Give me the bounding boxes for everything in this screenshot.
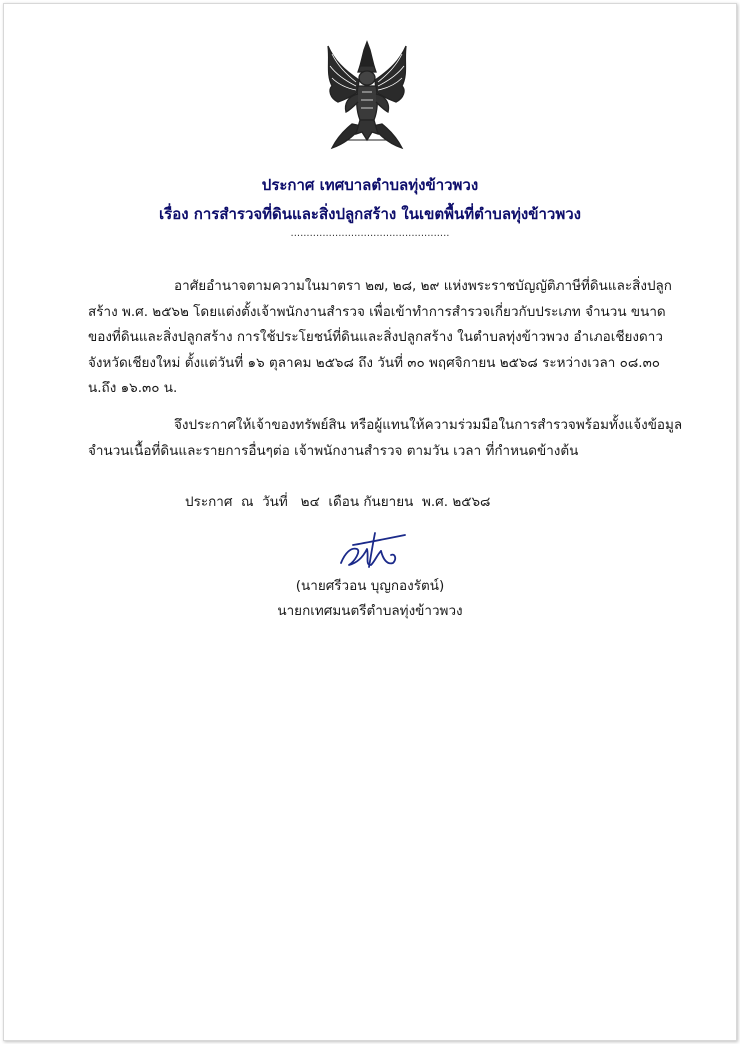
paragraph-line: อาศัยอำนาจตามความในมาตรา ๒๗, ๒๘, ๒๙ แห่งพระราชบัญญัติภาษีที่ดินและสิ่งปลูก [174, 278, 672, 294]
paragraph-line: สร้าง พ.ศ. ๒๕๖๒ โดยแต่งตั้งเจ้าพนักงานสำรวจ เพื่อเข้าทำการสำรวจเกี่ยวกับประเภท จำนวน ขนาด [88, 303, 666, 320]
signer-name: (นายศรีวอน บุญกองรัตน์) [295, 578, 445, 594]
paragraph-line: ของที่ดินและสิ่งปลูกสร้าง การใช้ประโยชน์ที่ดินและสิ่งปลูกสร้าง ในตำบลทุ่งข้าวพวง อำเภอเชียงดาว [88, 329, 663, 346]
garuda-emblem-icon [322, 40, 412, 152]
body-paragraph-2 [88, 413, 684, 464]
paragraph-line: จังหวัดเชียงใหม่ ตั้งแต่วันที่ ๑๖ ตุลาคม ๒๕๖๘ ถึง วันที่ ๓๐ พฤศจิกายน ๒๕๖๘ ระหว่างเวลา ๐๘.๓๐ [88, 354, 661, 371]
title-separator: .................................................. [290, 228, 450, 239]
announcement-subject: เรื่อง การสำรวจที่ดินและสิ่งปลูกสร้าง ในเขตพื้นที่ตำบลทุ่งข้าวพวง [159, 205, 581, 223]
signature-image [335, 527, 415, 577]
paragraph-line: จำนวนเนื้อที่ดินและรายการอื่นๆต่อ เจ้าพนักงานสำรวจ ตามวัน เวลา ที่กำหนดข้างต้น [88, 442, 579, 459]
paragraph-line: จึงประกาศให้เจ้าของทรัพย์สิน หรือผู้แทนให้ความร่วมมือในการสำรวจพร้อมทั้งแจ้งข้อมูล [174, 417, 683, 433]
body-paragraph-1 [88, 274, 684, 402]
announcement-title: ประกาศ เทศบาลตำบลทุ่งข้าวพวง [261, 176, 479, 194]
signer-title: นายกเทศมนตรีตำบลทุ่งข้าวพวง [277, 603, 463, 619]
document-page [3, 3, 737, 1041]
announcement-date: ประกาศ ณ วันที่ ๒๔ เดือน กันยายน พ.ศ. ๒๕๖๘ [185, 494, 491, 510]
paragraph-line: น.ถึง ๑๖.๓๐ น. [88, 380, 178, 397]
